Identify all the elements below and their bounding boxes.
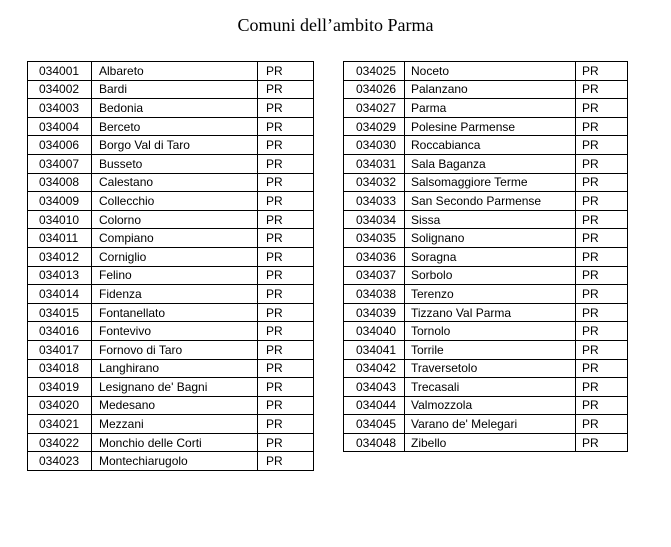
table-row: [344, 285, 628, 304]
municipality-code-cell: 034044: [344, 396, 405, 415]
table-row: [344, 266, 628, 285]
table-row: [28, 62, 314, 81]
table-row: [28, 229, 314, 248]
municipality-code-cell: 034011: [28, 229, 92, 248]
table-row: [28, 136, 314, 155]
municipality-name-cell: Felino: [92, 266, 258, 285]
municipality-code-cell: 034048: [344, 433, 405, 452]
municipality-name-cell: Trecasali: [405, 378, 576, 397]
table-row: [344, 378, 628, 397]
table-row: [28, 415, 314, 434]
municipality-code-cell: 034017: [28, 340, 92, 359]
municipality-code-cell: 034016: [28, 322, 92, 341]
province-cell: PR: [576, 154, 628, 173]
comuni-table-right: [343, 61, 628, 452]
table-row: [344, 154, 628, 173]
municipality-name-cell: Sala Baganza: [405, 154, 576, 173]
table-row: [28, 117, 314, 136]
table-row: [28, 433, 314, 452]
municipality-code-cell: 034020: [28, 396, 92, 415]
municipality-code-cell: 034041: [344, 340, 405, 359]
municipality-name-cell: Parma: [405, 99, 576, 118]
province-cell: PR: [258, 359, 314, 378]
municipality-name-cell: Compiano: [92, 229, 258, 248]
province-cell: PR: [258, 117, 314, 136]
municipality-code-cell: 034033: [344, 192, 405, 211]
province-cell: PR: [576, 396, 628, 415]
page-title: Comuni dell’ambito Parma: [237, 15, 434, 35]
municipality-name-cell: Bedonia: [92, 99, 258, 118]
province-cell: PR: [576, 359, 628, 378]
municipality-name-cell: Medesano: [92, 396, 258, 415]
province-cell: PR: [576, 117, 628, 136]
municipality-code-cell: 034043: [344, 378, 405, 397]
table-row: [28, 285, 314, 304]
municipality-name-cell: Terenzo: [405, 285, 576, 304]
municipality-code-cell: 034022: [28, 433, 92, 452]
municipality-name-cell: Soragna: [405, 247, 576, 266]
municipality-name-cell: Calestano: [92, 173, 258, 192]
table-row: [28, 396, 314, 415]
municipality-code-cell: 034001: [28, 62, 92, 81]
table-row: [28, 378, 314, 397]
province-cell: PR: [258, 192, 314, 211]
municipality-name-cell: Zibello: [405, 433, 576, 452]
municipality-code-cell: 034006: [28, 136, 92, 155]
municipality-code-cell: 034039: [344, 303, 405, 322]
municipality-code-cell: 034027: [344, 99, 405, 118]
municipality-name-cell: Montechiarugolo: [92, 452, 258, 471]
municipality-name-cell: Traversetolo: [405, 359, 576, 378]
province-cell: PR: [576, 247, 628, 266]
province-cell: PR: [576, 266, 628, 285]
municipality-name-cell: Bardi: [92, 80, 258, 99]
table-row: [344, 80, 628, 99]
municipality-code-cell: 034010: [28, 210, 92, 229]
municipality-code-cell: 034014: [28, 285, 92, 304]
municipality-name-cell: Fornovo di Taro: [92, 340, 258, 359]
province-cell: PR: [258, 154, 314, 173]
province-cell: PR: [576, 229, 628, 248]
table-row: [344, 99, 628, 118]
province-cell: PR: [258, 247, 314, 266]
province-cell: PR: [576, 173, 628, 192]
municipality-code-cell: 034008: [28, 173, 92, 192]
municipality-name-cell: Colorno: [92, 210, 258, 229]
municipality-code-cell: 034030: [344, 136, 405, 155]
municipality-code-cell: 034045: [344, 415, 405, 434]
municipality-name-cell: Valmozzola: [405, 396, 576, 415]
municipality-code-cell: 034013: [28, 266, 92, 285]
municipality-name-cell: Roccabianca: [405, 136, 576, 155]
municipality-code-cell: 034018: [28, 359, 92, 378]
table-row: [344, 210, 628, 229]
municipality-name-cell: Polesine Parmense: [405, 117, 576, 136]
municipality-code-cell: 034036: [344, 247, 405, 266]
table-row: [344, 247, 628, 266]
table-row: [344, 229, 628, 248]
province-cell: PR: [258, 396, 314, 415]
municipality-code-cell: 034009: [28, 192, 92, 211]
province-cell: PR: [258, 80, 314, 99]
municipality-code-cell: 034021: [28, 415, 92, 434]
municipality-code-cell: 034037: [344, 266, 405, 285]
municipality-code-cell: 034012: [28, 247, 92, 266]
table-row: [28, 173, 314, 192]
table-row: [344, 117, 628, 136]
province-cell: PR: [576, 415, 628, 434]
table-row: [344, 62, 628, 81]
municipality-name-cell: Monchio delle Corti: [92, 433, 258, 452]
province-cell: PR: [576, 285, 628, 304]
municipality-name-cell: Busseto: [92, 154, 258, 173]
table-row: [344, 340, 628, 359]
province-cell: PR: [258, 285, 314, 304]
table-row: [344, 322, 628, 341]
municipality-name-cell: Tornolo: [405, 322, 576, 341]
municipality-name-cell: Langhirano: [92, 359, 258, 378]
province-cell: PR: [258, 378, 314, 397]
table-row: [28, 80, 314, 99]
municipality-name-cell: Solignano: [405, 229, 576, 248]
table-row: [344, 396, 628, 415]
province-cell: PR: [258, 266, 314, 285]
municipality-code-cell: 034042: [344, 359, 405, 378]
table-row: [344, 415, 628, 434]
province-cell: PR: [576, 340, 628, 359]
municipality-code-cell: 034029: [344, 117, 405, 136]
comuni-table-left: [27, 61, 314, 471]
table-row: [344, 359, 628, 378]
municipality-name-cell: Torrile: [405, 340, 576, 359]
municipality-name-cell: Palanzano: [405, 80, 576, 99]
municipality-code-cell: 034038: [344, 285, 405, 304]
municipality-code-cell: 034015: [28, 303, 92, 322]
municipality-name-cell: Albareto: [92, 62, 258, 81]
municipality-name-cell: Fidenza: [92, 285, 258, 304]
municipality-code-cell: 034007: [28, 154, 92, 173]
province-cell: PR: [258, 62, 314, 81]
province-cell: PR: [258, 229, 314, 248]
table-row: [344, 192, 628, 211]
municipality-code-cell: 034002: [28, 80, 92, 99]
municipality-name-cell: San Secondo Parmense: [405, 192, 576, 211]
province-cell: PR: [576, 378, 628, 397]
municipality-code-cell: 034019: [28, 378, 92, 397]
municipality-code-cell: 034023: [28, 452, 92, 471]
municipality-name-cell: Mezzani: [92, 415, 258, 434]
municipality-code-cell: 034026: [344, 80, 405, 99]
province-cell: PR: [576, 136, 628, 155]
municipality-name-cell: Noceto: [405, 62, 576, 81]
province-cell: PR: [576, 433, 628, 452]
province-cell: PR: [258, 136, 314, 155]
table-row: [344, 433, 628, 452]
municipality-code-cell: 034035: [344, 229, 405, 248]
province-cell: PR: [258, 415, 314, 434]
table-row: [28, 340, 314, 359]
municipality-name-cell: Fontanellato: [92, 303, 258, 322]
province-cell: PR: [576, 192, 628, 211]
table-row: [28, 359, 314, 378]
table-row: [28, 322, 314, 341]
table-row: [28, 192, 314, 211]
municipality-code-cell: 034004: [28, 117, 92, 136]
table-row: [28, 303, 314, 322]
municipality-code-cell: 034025: [344, 62, 405, 81]
province-cell: PR: [258, 173, 314, 192]
province-cell: PR: [576, 322, 628, 341]
table-row: [28, 99, 314, 118]
province-cell: PR: [576, 303, 628, 322]
table-row: [344, 173, 628, 192]
municipality-code-cell: 034031: [344, 154, 405, 173]
province-cell: PR: [576, 80, 628, 99]
table-row: [28, 266, 314, 285]
municipality-name-cell: Salsomaggiore Terme: [405, 173, 576, 192]
province-cell: PR: [258, 322, 314, 341]
table-row: [28, 210, 314, 229]
municipality-code-cell: 034040: [344, 322, 405, 341]
municipality-name-cell: Collecchio: [92, 192, 258, 211]
table-row: [28, 452, 314, 471]
municipality-name-cell: Sorbolo: [405, 266, 576, 285]
municipality-name-cell: Tizzano Val Parma: [405, 303, 576, 322]
province-cell: PR: [258, 210, 314, 229]
municipality-code-cell: 034034: [344, 210, 405, 229]
municipality-code-cell: 034032: [344, 173, 405, 192]
municipality-name-cell: Berceto: [92, 117, 258, 136]
table-row: [28, 247, 314, 266]
province-cell: PR: [258, 452, 314, 471]
province-cell: PR: [576, 210, 628, 229]
province-cell: PR: [258, 433, 314, 452]
province-cell: PR: [258, 99, 314, 118]
province-cell: PR: [576, 99, 628, 118]
municipality-name-cell: Fontevivo: [92, 322, 258, 341]
municipality-name-cell: Borgo Val di Taro: [92, 136, 258, 155]
table-row: [344, 303, 628, 322]
municipality-name-cell: Lesignano de' Bagni: [92, 378, 258, 397]
table-row: [344, 136, 628, 155]
municipality-name-cell: Varano de' Melegari: [405, 415, 576, 434]
table-row: [28, 154, 314, 173]
municipality-name-cell: Sissa: [405, 210, 576, 229]
province-cell: PR: [258, 303, 314, 322]
province-cell: PR: [576, 62, 628, 81]
municipality-name-cell: Corniglio: [92, 247, 258, 266]
province-cell: PR: [258, 340, 314, 359]
municipality-code-cell: 034003: [28, 99, 92, 118]
